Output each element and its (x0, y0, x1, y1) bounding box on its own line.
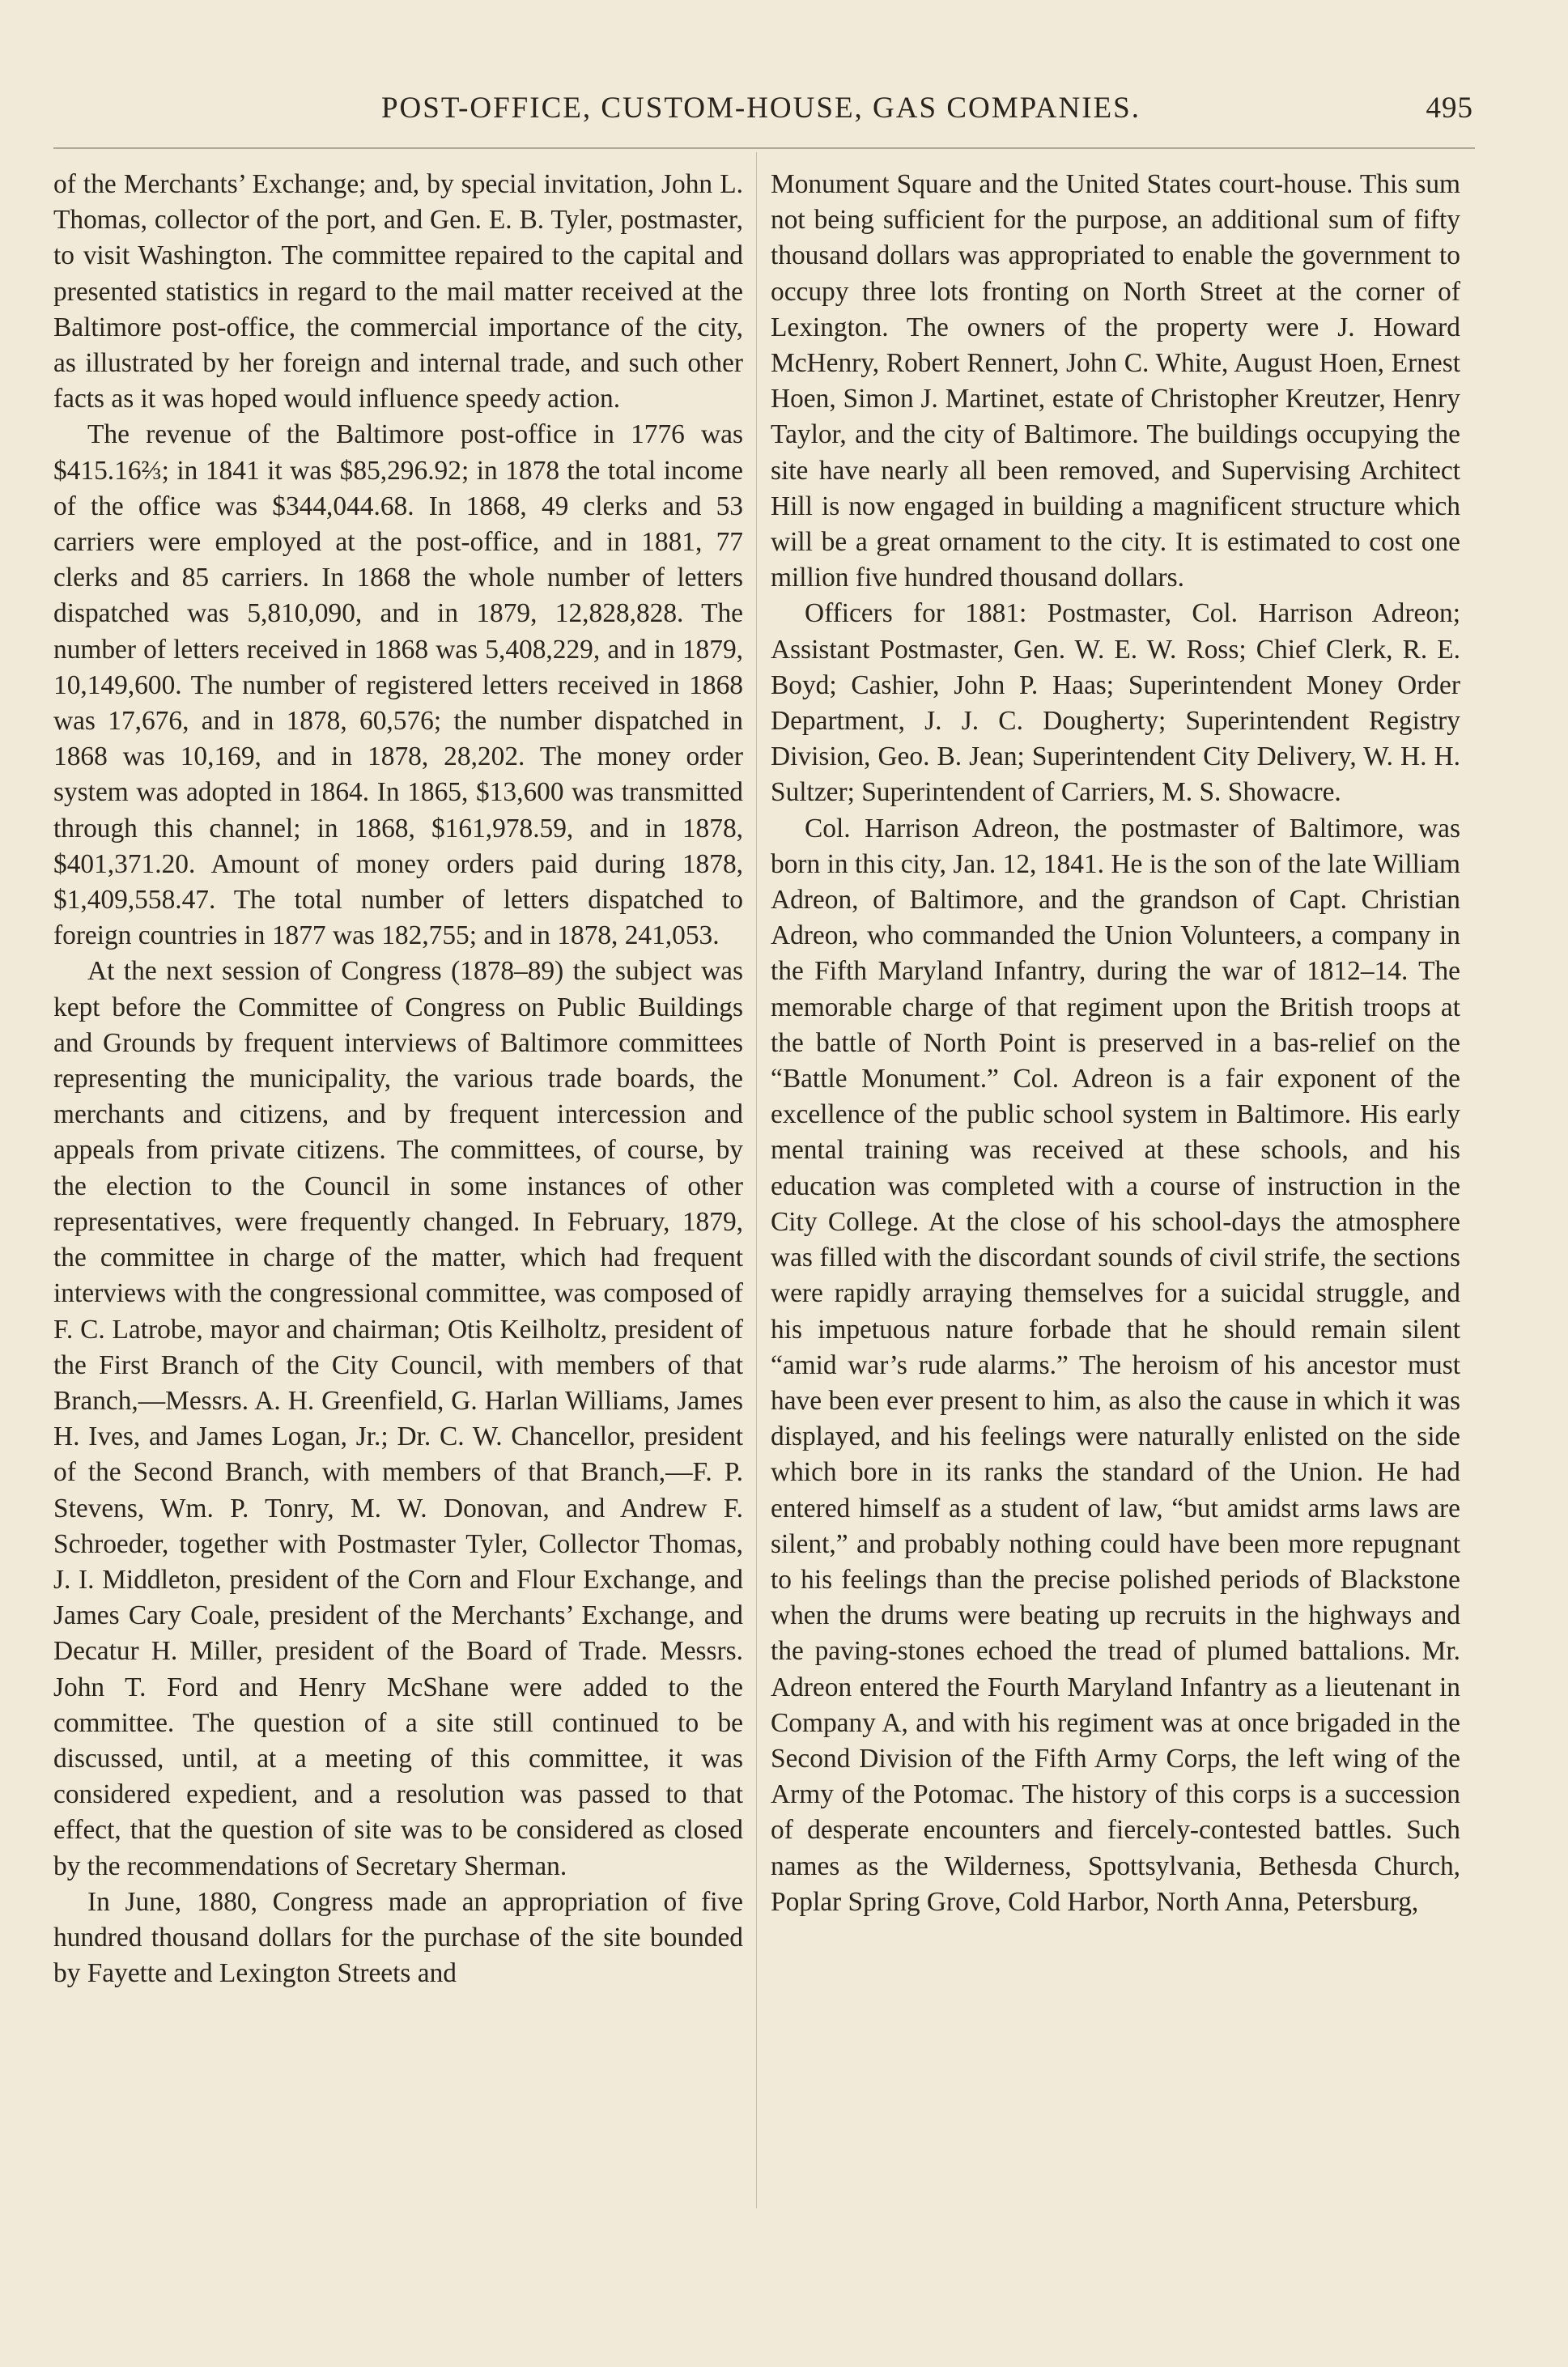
column-divider (756, 152, 757, 2208)
header-rule (53, 147, 1475, 149)
paragraph: Monument Square and the United States court-house. This sum not being sufficient for the purpose, an additional sum of fifty thousand dollars was appropriated to enable the government to occupy three lots fronting on North Street at the corner of Lexington. The owners of the property were J. Howard McHenry, Robert Rennert, John C. White, August Hoen, Ernest Hoen, Simon J. Martinet, estate of Christopher Kreutzer, Henry Taylor, and the city of Baltimore. The buildings occupying the site have nearly all been removed, and Supervising Architect Hill is now engaged in building a magnificent structure which will be a great ornament to the city. It is estimated to cost one million five hundred thousand dollars. (771, 169, 1460, 593)
paragraph: of the Merchants’ Exchange; and, by special invitation, John L. Thomas, collector of the port, and Gen. E. B. Tyler, postmaster, to visit Washington. The committee repaired to the capital and presented statistics in regard to the mail matter received at the Baltimore post-office, the commercial importance of the city, as illustrated by her foreign and internal trade, and such other facts as it was hoped would influence speedy action. (53, 169, 743, 414)
running-header (49, 91, 1473, 131)
left-column (53, 167, 743, 2207)
page-number: 495 (1426, 91, 1473, 125)
paragraph: The revenue of the Baltimore post-office in 1776 was $415.16⅔; in 1841 it was $85,296.92; in 1878 the total income of the office was $344,044.68. In 1868, 49 clerks and 53 carriers were employed at the post-office, and in 1881, 77 clerks and 85 carriers. In 1868 the whole number of letters dispatched was 5,810,090, and in 1879, 12,828,828. The number of letters received in 1868 was 5,408,229, and in 1879, 10,149,600. The number of registered letters received in 1868 was 17,676, and in 1878, 60,576; the number dispatched in 1868 was 10,169, and in 1878, 28,202. The money order system was adopted in 1864. In 1865, $13,600 was transmitted through this channel; in 1868, $161,978.59, and in 1878, $401,371.20. Amount of money orders paid during 1878, $1,409,558.47. The total number of letters dispatched to foreign countries in 1877 was 182,755; and in 1878, 241,053. (53, 419, 743, 951)
running-title: POST-OFFICE, CUSTOM-HOUSE, GAS COMPANIES. (380, 91, 1141, 125)
paragraph: At the next session of Congress (1878–89) the subject was kept before the Committee of Congress on Public Buildings and Grounds by frequent interviews of Baltimore committees representing the municipality, the various trade boards, the merchants and citizens, and by frequent intercession and appeals from private citizens. The committees, of course, by the election to the Council in some instances of other representatives, were frequently changed. In February, 1879, the committee in charge of the matter, which had frequent interviews with the congressional committee, was composed of F. C. Latrobe, mayor and chairman; Otis Keilholtz, president of the First Branch of the City Council, with members of that Branch,—Messrs. A. H. Greenfield, G. Harlan Williams, James H. Ives, and James Logan, Jr.; Dr. C. W. Chancellor, president of the Second Branch, with members of that Branch,—F. P. Stevens, Wm. P. Tonry, M. W. Donovan, and Andrew F. Schroeder, together with Postmaster Tyler, Collector Thomas, J. I. Middleton, president of the Corn and Flour Exchange, and James Cary Coale, president of the Merchants’ Exchange, and Decatur H. Miller, president of the Board of Trade. Messrs. John T. Ford and Henry McShane were added to the committee. The question of a site still continued to be discussed, until, at a meeting of this committee, it was considered expedient, and a resolution was passed to that effect, that the question of site was to be considered as closed by the recommendations of Secretary Sherman. (53, 956, 743, 1881)
paragraph: In June, 1880, Congress made an appropriation of five hundred thousand dollars for the purchase of the site bounded by Fayette and Lexington Streets and (53, 1886, 743, 1989)
paragraph: Col. Harrison Adreon, the postmaster of Baltimore, was born in this city, Jan. 12, 1841. He is the son of the late William Adreon, of Baltimore, and the grandson of Capt. Christian Adreon, who commanded the Union Volunteers, a company in the Fifth Maryland Infantry, during the war of 1812–14. The memorable charge of that regiment upon the British troops at the battle of North Point is preserved in a bas-relief on the “Battle Monument.” Col. Adreon is a fair exponent of the excellence of the public school system in Baltimore. His early mental training was received at these schools, and his education was completed with a course of instruction in the City College. At the close of his school-days the atmosphere was filled with the discordant sounds of civil strife, the sections were rapidly arraying themselves for a suicidal struggle, and his impetuous nature forbade that he should remain silent “amid war’s rude alarms.” The heroism of his ancestor must have been ever present to him, as also the cause in which it was displayed, and his feelings were naturally enlisted on the side which bore in its ranks the standard of the Union. He had entered himself as a student of law, “but amidst arms laws are silent,” and probably nothing could have been more repugnant to his feelings than the precise polished periods of Blackstone when the drums were beating up recruits in the highways and the paving-stones echoed the tread of plumed battalions. Mr. Adreon entered the Fourth Maryland Infantry as a lieutenant in Company A, and with his regiment was at once brigaded in the Second Division of the Fifth Army Corps, the left wing of the Army of the Potomac. The history of this corps is a succession of desperate encounters and fiercely-contested battles. Such names as the Wilderness, Spottsylvania, Bethesda Church, Poplar Spring Grove, Cold Harbor, North Anna, Petersburg, (771, 813, 1460, 1917)
right-column (771, 167, 1460, 2207)
paragraph: Officers for 1881: Postmaster, Col. Harrison Adreon; Assistant Postmaster, Gen. W. E. W. Ross; Chief Clerk, R. E. Boyd; Cashier, John P. Haas; Superintendent Money Order Department, J. J. C. Dougherty; Superintendent Registry Division, Geo. B. Jean; Superintendent City Delivery, W. H. H. Sultzer; Superintendent of Carriers, M. S. Showacre. (771, 598, 1460, 808)
